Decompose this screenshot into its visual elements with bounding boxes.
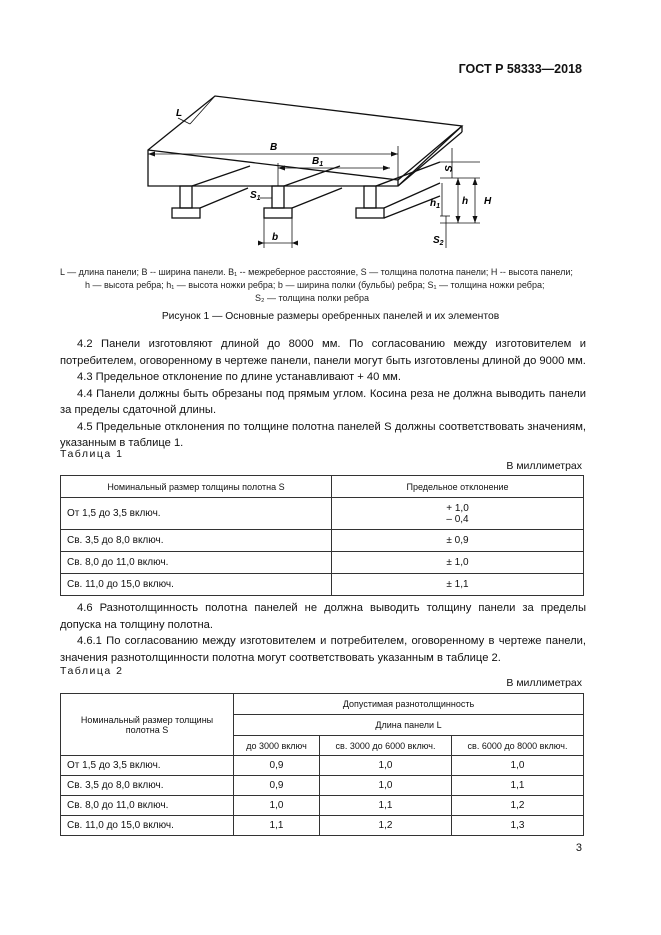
- paragraph: 4.5 Предельные отклонения по толщине полотна панелей S должны соответствовать значениям, указанным в таблице 1.: [60, 420, 586, 449]
- table-row: Св. 8,0 до 11,0 включ. ± 1,0: [61, 552, 584, 574]
- page-number: 3: [575, 842, 582, 854]
- table2-caption: Таблица 2: [60, 665, 124, 677]
- table-row: Св. 3,5 до 8,0 включ. ± 0,9: [61, 530, 584, 552]
- label-S: S: [444, 165, 455, 172]
- document-header: ГОСТ Р 58333—2018: [458, 62, 582, 76]
- label-B1: $B_1$: [312, 156, 324, 168]
- table2-col-header: до 3000 включ: [234, 736, 320, 756]
- table-row: Св. 3,5 до 8,0 включ. 0,9 1,0 1,1: [61, 776, 584, 796]
- paragraph: 4.2 Панели изготовляют длиной до 8000 мм. По согласованию между изготовителем и потребителем, оговоренному в чертеже панели, панели могут быть изготовлены длиной до 9000 мм.: [60, 338, 586, 367]
- section-4-2-4-5: [60, 336, 586, 452]
- table2-header-length: Длина панели L: [234, 715, 584, 736]
- table2-header-group: Допустимая разнотолщинность: [234, 694, 584, 715]
- label-S2: $S_2$: [433, 235, 444, 247]
- legend-line: S₂ — толщина полки ребра: [255, 293, 369, 303]
- table-row: Св. 8,0 до 11,0 включ. 1,0 1,1 1,2: [61, 796, 584, 816]
- table1-caption: Таблица 1: [60, 448, 124, 460]
- label-h1: $h_1$: [430, 198, 441, 210]
- label-L: L: [176, 108, 183, 119]
- table-row: От 1,5 до 3,5 включ. 0,9 1,0 1,0: [61, 756, 584, 776]
- table2-header-size: Номинальный размер толщины полотна S: [61, 694, 234, 756]
- table1: [60, 475, 584, 596]
- paragraph: 4.4 Панели должны быть обрезаны под прямым углом. Косина реза не должна выводить панели за пределы сдаточной длины.: [60, 387, 586, 416]
- table1-header: Номинальный размер толщины полотна S: [61, 476, 332, 498]
- label-B: B: [270, 142, 278, 153]
- paragraph: 4.3 Предельное отклонение по длине устанавливают + 40 мм.: [77, 371, 401, 383]
- label-H: H: [484, 196, 492, 207]
- label-h: h: [462, 196, 469, 207]
- table-row: Св. 11,0 до 15,0 включ. 1,1 1,2 1,3: [61, 816, 584, 836]
- legend-line: h — высота ребра; h₁ — высота ножки ребра; b — ширина полки (бульбы) ребра; S₁ — толщина ножки ребра;: [85, 280, 545, 290]
- table1-units: В миллиметрах: [506, 460, 582, 472]
- section-4-6: [60, 600, 586, 666]
- table-row: Св. 11,0 до 15,0 включ. ± 1,1: [61, 574, 584, 596]
- table-row: От 1,5 до 3,5 включ. + 1,0 – 0,4: [61, 498, 584, 530]
- table2-col-header: св. 6000 до 8000 включ.: [452, 736, 584, 756]
- paragraph: 4.6 Разнотолщинность полотна панелей не должна выводить толщину панели за пределы допуска на толщину полотна.: [60, 602, 586, 631]
- table2-col-header: св. 3000 до 6000 включ.: [320, 736, 452, 756]
- figure-caption: Рисунок 1 — Основные размеры оребренных панелей и их элементов: [161, 311, 500, 322]
- table1-header: Предельное отклонение: [332, 476, 584, 498]
- table2-units: В миллиметрах: [506, 677, 582, 689]
- label-S1: $S_1$: [250, 190, 261, 202]
- table2: [60, 693, 584, 836]
- label-b: b: [272, 232, 279, 243]
- ribbed-panel-figure: [140, 88, 500, 263]
- legend-line: L — длина панели; B -- ширина панели. B₁ -- межреберное расстояние, S — толщина полотна панели; H -- высота панели;: [60, 267, 573, 277]
- paragraph: 4.6.1 По согласованию между изготовителем и потребителем, оговоренному в чертеже панели, значения разнотолщинности полотна могут соответствовать указанным в таблице 2.: [60, 635, 586, 664]
- figure-legend: [60, 266, 600, 305]
